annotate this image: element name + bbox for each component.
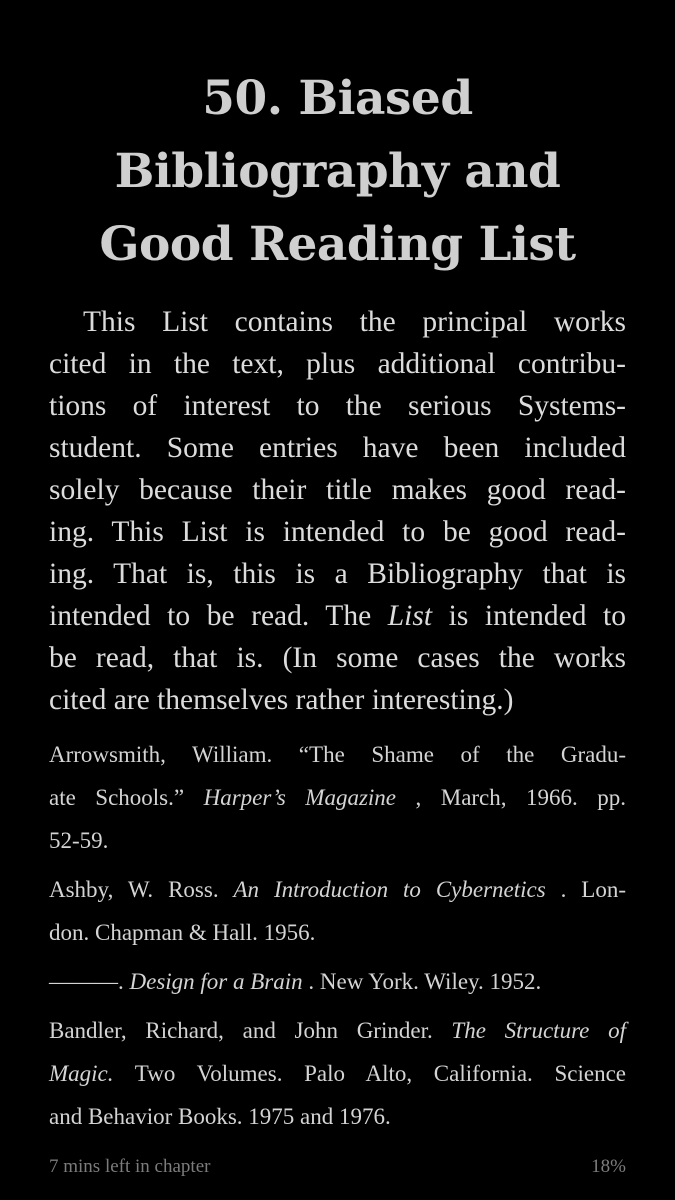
entry-line: don. Chapman & Hall. 1956.	[49, 920, 316, 945]
work-title: The Structure of	[451, 1018, 626, 1043]
work-title: Design for a Brain	[129, 969, 303, 994]
text-segment: ate Schools.”	[49, 785, 204, 810]
text-line	[49, 595, 626, 637]
text-line: tions of interest to the serious Systems-	[49, 390, 626, 422]
text-segment: is intended to	[432, 600, 627, 632]
intro-paragraph	[49, 301, 626, 721]
entry-line	[49, 776, 626, 819]
entry-line	[49, 960, 626, 1003]
text-segment: . Lon-	[545, 877, 626, 902]
entry-line	[49, 868, 626, 911]
chapter-title-line: Good Reading List	[99, 217, 576, 272]
bibliography-entry	[49, 960, 626, 1003]
emphasis-text: List	[387, 600, 433, 632]
bibliography-list	[49, 733, 626, 1138]
entry-line: and Behavior Books. 1975 and 1976.	[49, 1104, 391, 1129]
text-line: cited are themselves rather interesting.)	[49, 684, 514, 716]
reader-page[interactable]	[49, 62, 626, 1138]
reading-progress-footer	[49, 1156, 626, 1178]
text-segment: intended to be read. The	[49, 600, 388, 632]
text-line: ing. This List is intended to be good read-	[49, 516, 626, 548]
text-segment: Ashby, W. Ross.	[49, 877, 234, 902]
entry-line	[49, 1052, 626, 1095]
entry-line: 52-59.	[49, 828, 109, 853]
text-line: ing. That is, this is a Bibliography that is	[49, 558, 626, 590]
work-title: An Introduction to Cybernetics	[233, 877, 546, 902]
work-title: Magic.	[49, 1061, 114, 1086]
bibliography-entry	[49, 733, 626, 862]
entry-line	[49, 1009, 626, 1052]
text-line: This List contains the principal works	[83, 306, 626, 338]
text-line: cited in the text, plus additional contribu-	[49, 348, 626, 380]
chapter-title	[49, 62, 626, 281]
text-segment: , March, 1966. pp.	[396, 785, 626, 810]
bibliography-entry	[49, 868, 626, 954]
text-line: solely because their title makes good read-	[49, 474, 626, 506]
chapter-title-line: Bibliography and	[114, 144, 561, 199]
time-left-label: 7 mins left in chapter	[49, 1156, 211, 1177]
text-line: student. Some entries have been included	[49, 432, 626, 464]
text-segment: . New York. Wiley. 1952.	[302, 969, 542, 994]
work-title: Harper’s Magazine	[203, 785, 397, 810]
text-segment: ———.	[49, 969, 130, 994]
entry-line: Arrowsmith, William. “The Shame of the Gradu-	[49, 742, 626, 767]
text-segment: Two Volumes. Palo Alto, California. Science	[113, 1061, 626, 1086]
chapter-title-line: 50. Biased	[202, 71, 473, 126]
progress-percent: 18%	[591, 1156, 626, 1177]
text-segment: Bandler, Richard, and John Grinder.	[49, 1018, 452, 1043]
bibliography-entry	[49, 1009, 626, 1138]
text-line: be read, that is. (In some cases the works	[49, 642, 626, 674]
